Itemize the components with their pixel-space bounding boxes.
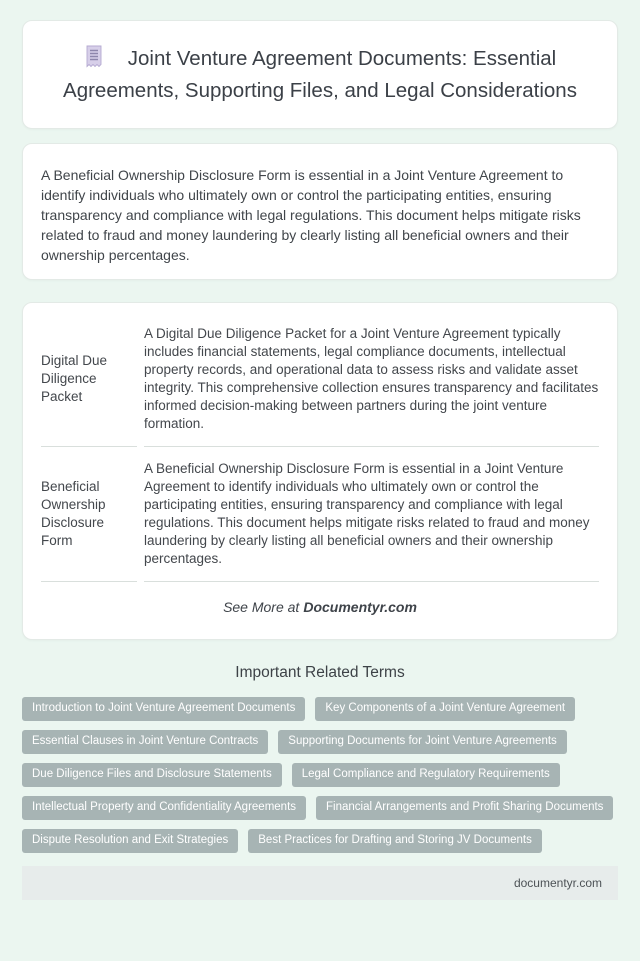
- table-row: [41, 325, 599, 447]
- receipt-icon: [84, 45, 104, 76]
- related-terms-list: [22, 697, 618, 853]
- footer-site-link[interactable]: documentyr.com: [513, 876, 602, 890]
- related-term-tag[interactable]: Dispute Resolution and Exit Strategies: [22, 829, 238, 853]
- footer-bar: [22, 866, 618, 900]
- term-description: A Beneficial Ownership Disclosure Form is essential in a Joint Venture Agreement to identify individuals who ultimately own or control the participating entities, ensuring transparency and compliance with legal regulations. This document helps mitigate risks related to fraud and money laundering by clearly listing all beneficial owners and their ownership percentages.: [144, 447, 599, 582]
- page-title-text: Joint Venture Agreement Documents: Essential Agreements, Supporting Files, and Legal Considerations: [63, 47, 577, 102]
- terms-table: [34, 325, 606, 582]
- term-name: Digital Due Diligence Packet: [41, 325, 137, 447]
- related-term-tag[interactable]: Legal Compliance and Regulatory Requirements: [292, 763, 560, 787]
- term-description: A Digital Due Diligence Packet for a Joint Venture Agreement typically includes financial statements, legal compliance documents, intellectual property records, and operational data to assess risks and validate asset integrity. This comprehensive collection ensures transparency and facilitates informed decision-making between partners during the joint venture formation.: [144, 325, 599, 447]
- see-more-site-link[interactable]: Documentyr.com: [303, 599, 417, 615]
- related-term-tag[interactable]: Supporting Documents for Joint Venture Agreements: [278, 730, 567, 754]
- related-term-tag[interactable]: Introduction to Joint Venture Agreement Documents: [22, 697, 305, 721]
- related-terms-heading: Important Related Terms: [235, 664, 405, 681]
- table-row: [41, 447, 599, 582]
- related-term-tag[interactable]: Due Diligence Files and Disclosure Statements: [22, 763, 282, 787]
- related-term-tag[interactable]: Financial Arrangements and Profit Sharing Documents: [316, 796, 613, 820]
- related-term-tag[interactable]: Intellectual Property and Confidentiality Agreements: [22, 796, 306, 820]
- related-term-tag[interactable]: Essential Clauses in Joint Venture Contracts: [22, 730, 268, 754]
- page-title: [58, 44, 582, 105]
- see-more-prefix: See More at: [223, 599, 300, 615]
- intro-paragraph: A Beneficial Ownership Disclosure Form is essential in a Joint Venture Agreement to identify individuals who ultimately own or control the participating entities, ensuring transparency and compliance with legal regulations. This document helps mitigate risks related to fraud and money laundering by clearly listing all beneficial owners and their ownership percentages.: [41, 167, 581, 263]
- terms-table-card: [22, 302, 618, 640]
- see-more-line: [34, 599, 606, 615]
- intro-card: [22, 143, 618, 280]
- related-term-tag[interactable]: Key Components of a Joint Venture Agreement: [315, 697, 575, 721]
- term-name: Beneficial Ownership Disclosure Form: [41, 447, 137, 582]
- related-term-tag[interactable]: Best Practices for Drafting and Storing JV Documents: [248, 829, 542, 853]
- header-card: [22, 20, 618, 129]
